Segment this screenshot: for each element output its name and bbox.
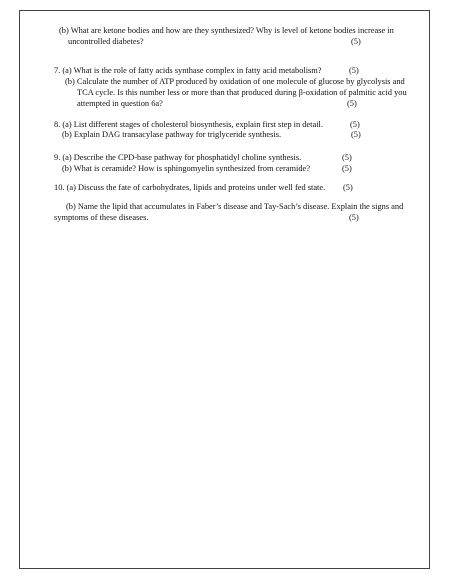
q9a-text: 9. (a) Describe the CPD-base pathway for phosphatidyl choline synthesis.: [54, 153, 302, 162]
q7b-line1: (b) Calculate the number of ATP produced by oxidation of one molecule of glucose by glycolysis and: [65, 77, 405, 86]
q10b-line1: (b) Name the lipid that accumulates in Faber’s disease and Tay-Sach’s disease. Explain the signs and: [66, 202, 404, 211]
q10a-text: 10. (a) Discuss the fate of carbohydrates, lipids and proteins under well fed state.: [54, 183, 326, 192]
q7b-line2: TCA cycle. Is this number less or more than that produced during β-oxidation of palmitic acid you: [77, 88, 407, 97]
q8b-marks: (5): [351, 130, 361, 139]
q8a-marks: (5): [350, 120, 360, 129]
q9b-marks: (5): [342, 164, 352, 173]
q6b-marks: (5): [351, 37, 361, 46]
q9a-marks: (5): [342, 153, 352, 162]
q6b-line1: (b) What are ketone bodies and how are they synthesized? Why is level of ketone bodies increase in: [59, 26, 394, 35]
q7b-line3: attempted in question 6a?: [77, 99, 163, 108]
q8a-text: 8. (a) List different stages of cholesterol biosynthesis, explain first step in detail.: [54, 120, 323, 129]
q7b-marks: (5): [347, 99, 357, 108]
q10b-line2: symptoms of these diseases.: [54, 213, 149, 222]
q6b-line2: uncontrolled diabetes?: [68, 37, 144, 46]
q10b-marks: (5): [349, 213, 359, 222]
q7a-marks: (5): [349, 66, 359, 75]
q8b-text: (b) Explain DAG transacylase pathway for triglyceride synthesis.: [62, 130, 282, 139]
q7a-text: 7. (a) What is the role of fatty acids synthase complex in fatty acid metabolism?: [54, 66, 322, 75]
q9b-text: (b) What is ceramide? How is sphingomyelin synthesized from ceramide?: [62, 164, 310, 173]
q10a-marks: (5): [343, 183, 353, 192]
exam-page: [19, 10, 430, 569]
